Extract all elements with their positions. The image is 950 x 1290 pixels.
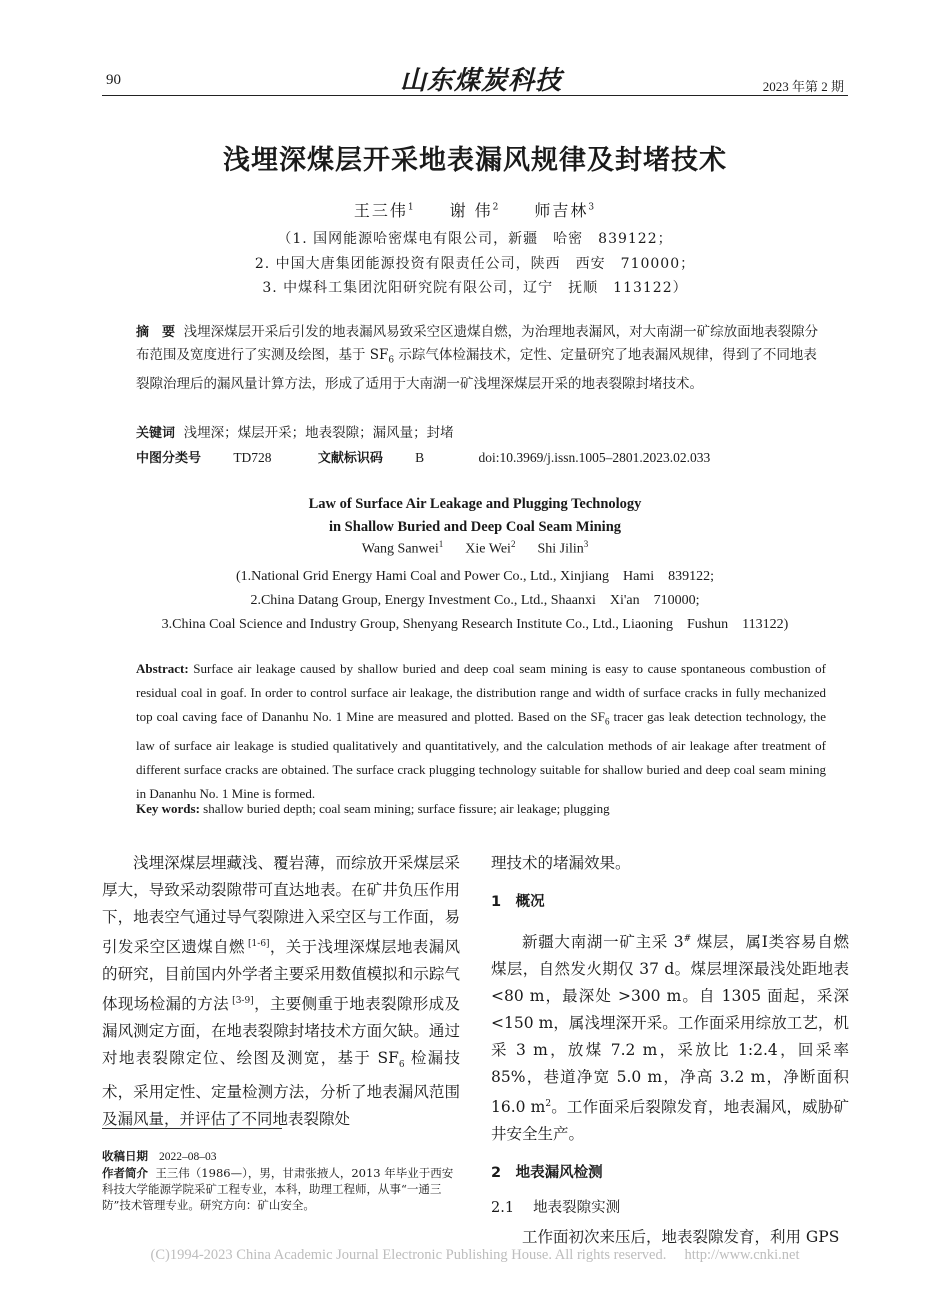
author-en-3: Shi Jilin	[537, 541, 584, 557]
received-date: 2022–08–03	[158, 1151, 217, 1163]
author-cn-1: 王三伟	[353, 201, 408, 220]
copyright-line: (C)1994-2023 China Academic Journal Electronic Publishing House. All rights reserved. http://www.cnki.net	[150, 1247, 800, 1263]
journal-logo-text: 山东煤炭科技	[400, 66, 563, 96]
abstract-english	[136, 657, 826, 806]
affiliation-en-1: (1.National Grid Energy Hami Coal and Power Co., Ltd., Xinjiang Hami 839122;	[235, 569, 714, 584]
sec1-sup: #	[683, 934, 692, 944]
abstract-en-text: Surface air leakage caused by shallow buried and deep coal seam mining is easy to cause spontaneous combustion of residual coal in goaf. In order to control surface air leakage, the distribution range and width of surface cracks in fully mechanized top coal caving face of Dananhu No. 1 Mine are measured and plotted. Based on the SF	[136, 661, 826, 724]
sec1-text-2: 煤层，属Ⅰ类容易自燃煤层，自然发火期仅 37 d。煤层埋深最浅处距地表 <80 m，最深处 >300 m。自 1305 面起，采深 <150 m，属浅埋深开采。工作面采用综放工艺，机采 3 m，放煤 7.2 m，采放比 1:2.4，回采率 85%，巷道净宽 5.0 m，净高 3.2 m，净断面积 16.0 m	[491, 933, 849, 1117]
page-number: 90	[106, 72, 121, 88]
footnote	[102, 1148, 460, 1213]
sec1-text-3: 。工作面采后裂隙发育，地表漏风，威胁矿井安全生产。	[491, 1098, 849, 1144]
footnote-rule	[102, 1128, 282, 1129]
doc-code-value: B	[415, 450, 425, 465]
abstract-en-label: Abstract:	[136, 661, 189, 676]
title-en-line-1: Law of Surface Air Leakage and Plugging Technology	[308, 496, 642, 512]
section-2-heading: 2 地表漏风检测	[491, 1165, 603, 1182]
clc-value: TD728	[233, 450, 272, 465]
author-en-2: Xie Wei	[465, 541, 511, 557]
affiliation-en-2: 2.China Datang Group, Energy Investment Co., Ltd., Shaanxi Xi'an 710000;	[250, 593, 700, 608]
abstract-cn-sub: 6	[388, 355, 395, 366]
citation-2: [3-9]	[228, 996, 254, 1007]
sec1-text-1: 新疆大南湖一矿主采 3	[522, 933, 684, 952]
doi: doi:10.3969/j.issn.1005–2801.2023.02.033	[478, 450, 711, 465]
issue-label: 2023 年第 2 期	[762, 79, 844, 94]
keywords-chinese	[136, 422, 822, 445]
author-en-2-sup: 2	[510, 539, 516, 549]
body-right-column	[491, 850, 849, 1251]
keywords-cn-text: 浅埋深；煤层开采；地表裂隙；漏风量；封堵	[183, 425, 454, 441]
affiliation-en-3: 3.China Coal Science and Industry Group, Shenyang Research Institute Co., Ltd., Liaoning Fushun 113122)	[161, 617, 789, 632]
sec1-sup-2: 2	[545, 1099, 552, 1110]
author-cn-2: 谢 伟	[449, 201, 493, 220]
authors-chinese	[0, 198, 950, 221]
author-cn-3-sup: 3	[588, 202, 597, 213]
intro-text-4: 检漏技术，采用定性、定量检测方法，分析了地表漏风范围及漏风量，并评估了不同地表裂隙处	[102, 1049, 460, 1129]
affiliation-cn-3: 3. 中煤科工集团沈阳研究院有限公司，辽宁 抚顺 113122）	[262, 280, 688, 296]
author-en-1-sup: 1	[438, 539, 444, 549]
author-cn-3: 师吉林	[534, 201, 589, 220]
abstract-en-sub: 6	[604, 716, 610, 727]
abstract-chinese	[136, 321, 822, 396]
affiliation-cn-1: （1. 国网能源哈密煤电有限公司，新疆 哈密 839122；	[277, 231, 673, 247]
title-chinese: 浅埋深煤层开采地表漏风规律及封堵技术	[223, 145, 727, 176]
abstract-en-text-2: tracer gas leak detection technology, the law of surface air leakage is studied qualitatively and quantitatively, and the calculation methods of air leakage after treatment of different surface cracks are obtained. The surface crack plugging technology suitable for shallow buried and deep coal seam mining in Dananhu No. 1 Mine is formed.	[136, 709, 826, 801]
intro-text-2: ，关于浅埋深煤层地表漏风的研究，目前国内外学者主要采用数值模拟和示踪气体现场检漏的方法	[102, 938, 460, 1014]
intro-text-3: ，主要侧重于地表裂隙形成及漏风测定方面，在地表裂隙封堵技术方面欠缺。通过对地表裂隙定位、绘图及测宽，基于 SF	[102, 995, 460, 1068]
body-left-column	[102, 850, 460, 1133]
classification-line	[136, 446, 822, 470]
intro-paragraph	[102, 850, 460, 1133]
doc-code-label: 文献标识码	[317, 451, 383, 466]
affiliation-cn-2: 2. 中国大唐集团能源投资有限责任公司，陕西 西安 710000；	[254, 256, 696, 272]
keywords-en-text: shallow buried depth; coal seam mining; surface fissure; air leakage; plugging	[199, 801, 610, 816]
clc-label: 中图分类号	[136, 451, 202, 466]
author-en-1: Wang Sanwei	[361, 541, 439, 557]
author-bio-label: 作者简介	[102, 1166, 148, 1180]
section-2-1-paragraph: 工作面初次来压后，地表裂隙发育，利用 GPS	[522, 1228, 840, 1247]
author-cn-2-sup: 2	[492, 202, 501, 213]
title-en-line-2: in Shallow Buried and Deep Coal Seam Mining	[328, 519, 622, 535]
abstract-cn-label: 摘 要	[136, 325, 176, 340]
author-cn-1-sup: 1	[407, 202, 416, 213]
section-1-heading: 1 概况	[491, 894, 545, 910]
citation-1: [1-6]	[244, 939, 270, 949]
keywords-en-label: Key words:	[136, 801, 200, 816]
authors-english	[0, 539, 950, 558]
section-1-paragraph	[491, 926, 849, 1148]
author-en-3-sup: 3	[583, 539, 589, 549]
title-english	[0, 493, 950, 539]
intro-sub: 6	[398, 1060, 405, 1071]
received-label: 收稿日期	[102, 1149, 148, 1163]
keywords-english	[136, 801, 610, 817]
intro-continuation: 理技术的堵漏效果。	[491, 854, 631, 872]
abstract-cn-text-2: 示踪气体检漏技术，定性、定量研究了地表漏风规律，得到了不同地表裂隙治理后的漏风量计算方法，形成了适用于大南湖一矿浅埋深煤层开采的地表裂隙封堵技术。	[136, 347, 817, 392]
section-2-1-heading: 2.1 地表裂隙实测	[491, 1200, 621, 1217]
intro-text-1: 浅埋深煤层埋藏浅、覆岩薄，而综放开采煤层采厚大，导致采动裂隙带可直达地表。在矿井负压作用下，地表空气通过导气裂隙进入采空区与工作面，易引发采空区遗煤自燃	[102, 854, 460, 957]
keywords-cn-label: 关键词	[136, 426, 176, 441]
abstract-cn-text: 浅埋深煤层开采后引发的地表漏风易致采空区遗煤自燃，为治理地表漏风，对大南湖一矿综放面地表裂隙分布范围及宽度进行了实测及绘图，基于 SF	[136, 324, 819, 363]
author-bio-text: 王三伟（1986—），男，甘肃张掖人，2013 年毕业于西安科技大学能源学院采矿工程专业，本科，助理工程师，从事“一通三防”技术管理专业。研究方向：矿山安全。	[102, 1166, 454, 1212]
journal-logo	[400, 60, 562, 97]
header-rule	[102, 95, 848, 96]
